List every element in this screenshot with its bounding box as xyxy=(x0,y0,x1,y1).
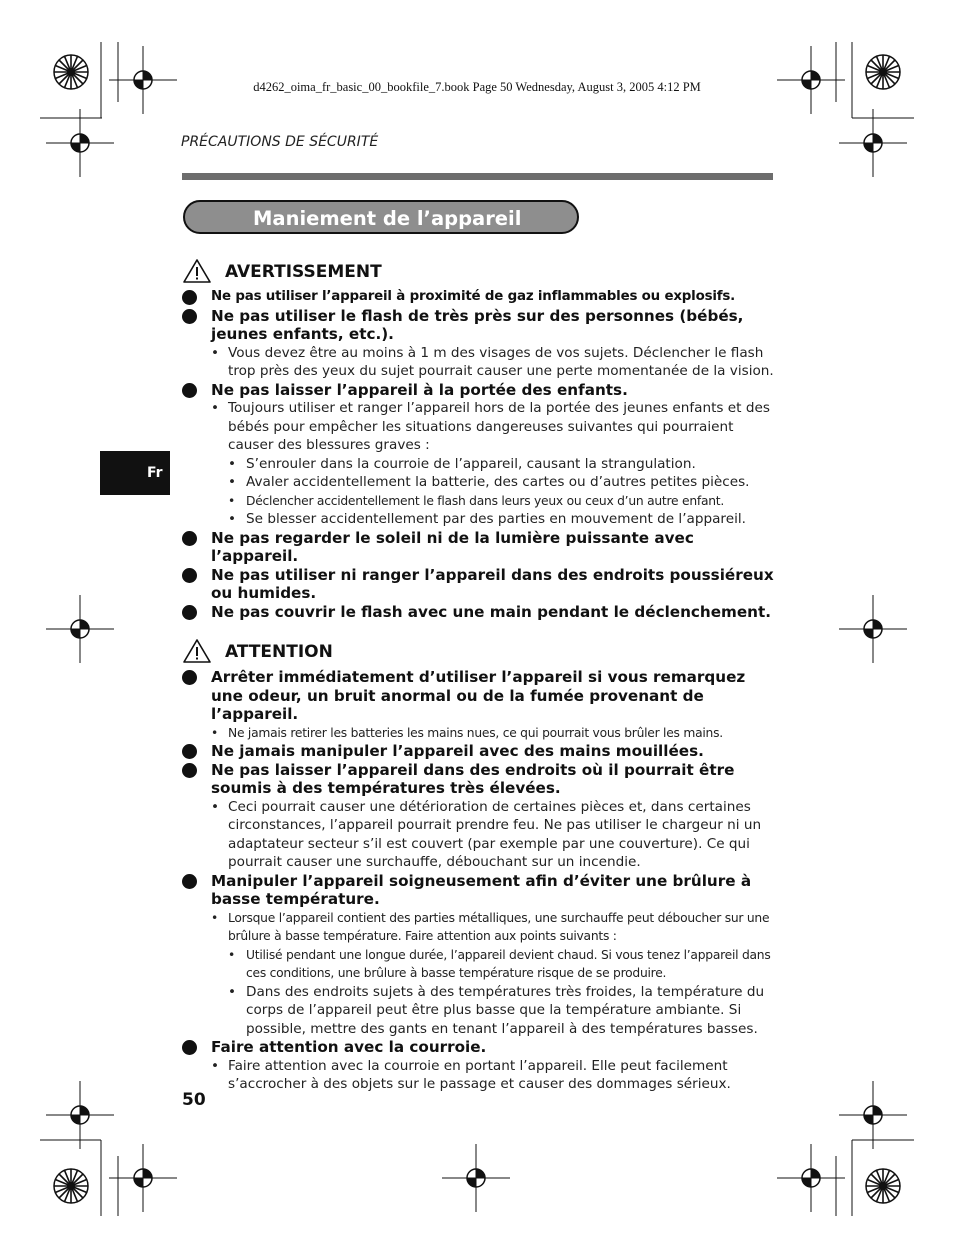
warning-triangle-icon xyxy=(182,258,212,284)
language-tab-label: Fr xyxy=(147,465,163,481)
content xyxy=(182,258,774,1094)
warning-item: Ne pas regarder le soleil ni de la lumière puissante avec l’appareil. xyxy=(182,529,774,566)
warning-label: AVERTISSEMENT xyxy=(225,262,382,282)
file-info-line: d4262_oima_fr_basic_00_bookfile_7.book Page 50 Wednesday, August 3, 2005 4:12 PM xyxy=(253,80,701,94)
header-rule xyxy=(182,173,773,180)
chapter-heading-pill xyxy=(183,200,579,234)
page-number: 50 xyxy=(182,1090,206,1110)
chapter-heading: Maniement de l’appareil xyxy=(253,207,522,230)
warning-subitem: • Toujours utiliser et ranger l’appareil hors de la portée des jeunes enfants et des bébés pour empêcher les situations dangereuses suivantes qui pourraient causer des blessures graves : xyxy=(182,399,774,455)
warning-item: Ne pas laisser l’appareil à la portée des enfants. xyxy=(182,381,774,400)
section-title: PRÉCAUTIONS DE SÉCURITÉ xyxy=(181,134,379,150)
attention-item: Ne jamais manipuler l’appareil avec des mains mouillées. xyxy=(182,742,774,761)
attention-heading xyxy=(182,638,774,668)
attention-item: Faire attention avec la courroie. xyxy=(182,1038,774,1057)
warning-item: Ne pas utiliser le flash de très près sur des personnes (bébés, jeunes enfants, etc.). xyxy=(182,307,774,344)
attention-subitem: • Ceci pourrait causer une détérioration de certaines pièces et, dans certaines circonstances, l’appareil pourrait prendre feu. Ne pas utiliser le chargeur ni un adaptateur secteur s’il est couvert (par exemple par une couverture). Ce qui pourrait causer une surchauffe, débouchant sur un incendie. xyxy=(182,798,774,872)
attention-item: Ne pas laisser l’appareil dans des endroits où il pourrait être soumis à des températures très élevées. xyxy=(182,761,774,798)
warning-triangle-icon xyxy=(182,638,212,664)
warning-heading xyxy=(182,258,774,288)
warning-item: Ne pas utiliser l’appareil à proximité de gaz inflammables ou explosifs. xyxy=(182,288,774,307)
attention-label: ATTENTION xyxy=(225,642,333,662)
warning-subsubitem: • Avaler accidentellement la batterie, des cartes ou d’autres petites pièces. xyxy=(182,473,774,492)
warning-item: Ne pas couvrir le flash avec une main pendant le déclenchement. xyxy=(182,603,774,622)
language-tab xyxy=(100,451,170,495)
attention-item: Arrêter immédiatement d’utiliser l’appareil si vous remarquez une odeur, un bruit anormal ou de la fumée provenant de l’appareil. xyxy=(182,668,774,724)
attention-item: Manipuler l’appareil soigneusement afin d’éviter une brûlure à basse température. xyxy=(182,872,774,909)
attention-subsubitem: • Utilisé pendant une longue durée, l’appareil devient chaud. Si vous tenez l’appareil dans ces conditions, une brûlure à basse température risque de se produire. xyxy=(182,946,774,983)
warning-item: Ne pas utiliser ni ranger l’appareil dans des endroits poussiéreux ou humides. xyxy=(182,566,774,603)
warning-subsubitem: • Déclencher accidentellement le flash dans leurs yeux ou ceux d’un autre enfant. xyxy=(182,492,774,511)
attention-subsubitem: • Dans des endroits sujets à des températures très froides, la température du corps de l’appareil peut être plus basse que la température ambiante. Si possible, mettre des gants en tenant l’appareil à des températures basses. xyxy=(182,983,774,1039)
warning-subsubitem: • Se blesser accidentellement par des parties en mouvement de l’appareil. xyxy=(182,510,774,529)
attention-subitem: • Ne jamais retirer les batteries les mains nues, ce qui pourrait vous brûler les mains. xyxy=(182,724,774,743)
warning-subitem: • Vous devez être au moins à 1 m des visages de vos sujets. Déclencher le flash trop près des yeux du sujet pourrait causer une perte momentanée de la vision. xyxy=(182,344,774,381)
attention-subitem: • Lorsque l’appareil contient des parties métalliques, une surchauffe peut déboucher sur une brûlure à basse température. Faire attention aux points suivants : xyxy=(182,909,774,946)
warning-subsubitem: • S’enrouler dans la courroie de l’appareil, causant la strangulation. xyxy=(182,455,774,474)
attention-subitem: • Faire attention avec la courroie en portant l’appareil. Elle peut facilement s’accrocher à des objets sur le passage et causer des dommages sérieux. xyxy=(182,1057,774,1094)
